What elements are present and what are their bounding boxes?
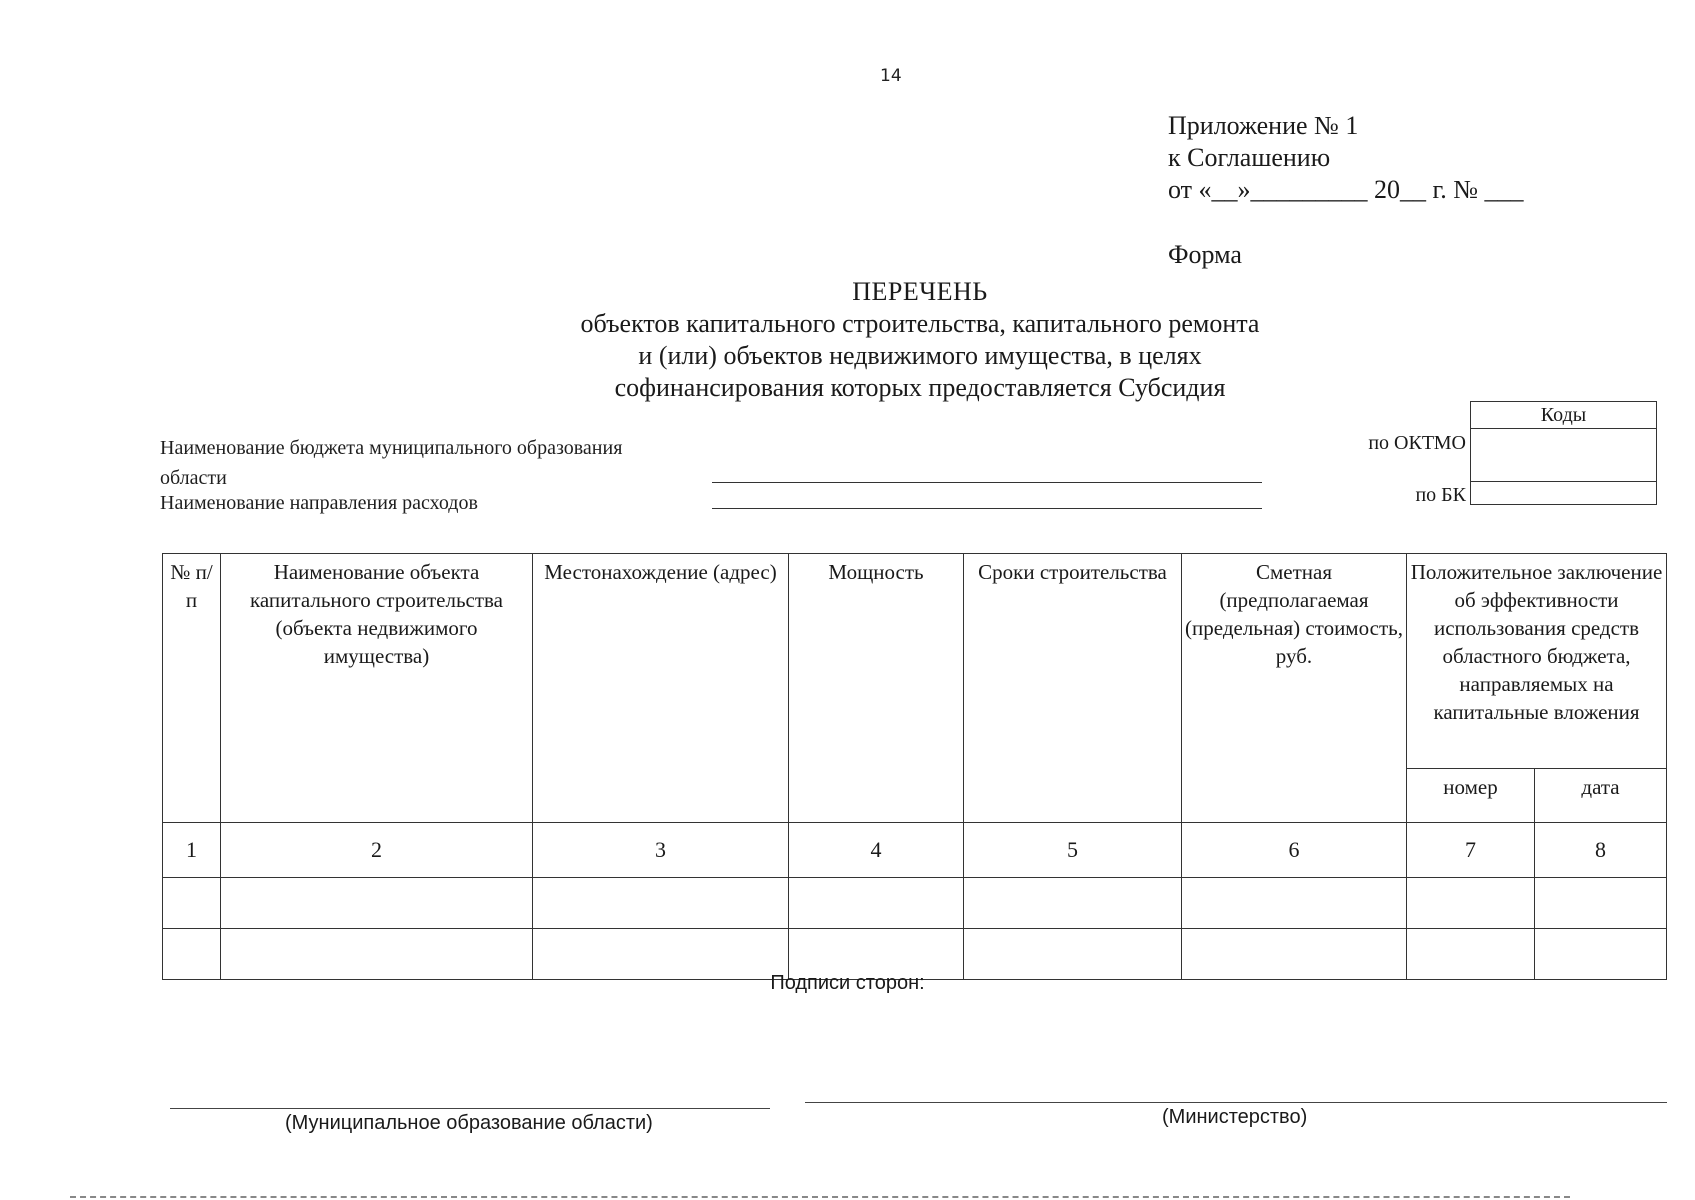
header-construction-period: Сроки строительства <box>964 554 1182 823</box>
form-label: Форма <box>1168 240 1242 269</box>
table-cell[interactable] <box>533 878 789 929</box>
column-number: 3 <box>533 823 789 878</box>
oktmo-label: по ОКТМО <box>1368 432 1466 454</box>
table-cell[interactable] <box>1407 878 1535 929</box>
table-cell[interactable] <box>1535 878 1667 929</box>
table-cell[interactable] <box>163 878 221 929</box>
appendix-line-3: от «__»_________ 20__ г. № ___ <box>1168 175 1524 204</box>
ministry-signature-line[interactable] <box>805 1102 1667 1103</box>
direction-field[interactable] <box>712 508 1262 509</box>
column-numbers-row <box>163 823 1667 878</box>
oktmo-code-field[interactable] <box>1471 429 1656 482</box>
budget-name-label-line2: области <box>160 467 227 489</box>
table-cell[interactable] <box>221 878 533 929</box>
table-header-row <box>163 554 1667 769</box>
bk-label: по БК <box>1415 484 1466 506</box>
budget-name-label-line1: Наименование бюджета муниципального образования <box>160 437 623 459</box>
title-line-3: софинансирования которых предоставляется Субсидия <box>614 373 1226 402</box>
scan-edge-line <box>70 1196 1570 1198</box>
appendix-line-1: Приложение № 1 <box>1168 111 1359 140</box>
header-capacity: Мощность <box>789 554 964 823</box>
header-conclusion-number: номер <box>1407 769 1535 823</box>
signatures-title: Подписи сторон: <box>770 972 925 994</box>
municipality-caption: (Муниципальное образование области) <box>285 1112 653 1134</box>
title-main: ПЕРЕЧЕНЬ <box>852 277 988 306</box>
appendix-line-2: к Соглашению <box>1168 143 1331 172</box>
table-cell[interactable] <box>964 878 1182 929</box>
header-estimated-cost: Сметная (предполагаемая (предельная) стоимость, руб. <box>1182 554 1407 823</box>
header-number: № п/п <box>163 554 221 823</box>
direction-label: Наименование направления расходов <box>160 492 478 514</box>
title-line-1: объектов капитального строительства, капитального ремонта <box>580 309 1260 338</box>
column-number: 6 <box>1182 823 1407 878</box>
table-row <box>163 878 1667 929</box>
municipality-signature-line[interactable] <box>170 1108 770 1109</box>
column-number: 4 <box>789 823 964 878</box>
objects-table <box>162 553 1667 980</box>
budget-name-field[interactable] <box>712 482 1262 483</box>
column-number: 2 <box>221 823 533 878</box>
document-title <box>420 276 1420 404</box>
ministry-caption: (Министерство) <box>1162 1106 1308 1128</box>
appendix-block <box>1168 110 1524 206</box>
column-number: 8 <box>1535 823 1667 878</box>
title-line-2: и (или) объектов недвижимого имущества, в целях <box>638 341 1202 370</box>
header-positive-conclusion: Положительное заключение об эффективности использования средств областного бюджета, направляемых на капитальные вложения <box>1407 554 1667 769</box>
header-conclusion-date: дата <box>1535 769 1667 823</box>
table-cell[interactable] <box>1182 878 1407 929</box>
column-number: 5 <box>964 823 1182 878</box>
table-cell[interactable] <box>789 878 964 929</box>
header-object-name: Наименование объекта капитального строительства (объекта недвижимого имущества) <box>221 554 533 823</box>
column-number: 7 <box>1407 823 1535 878</box>
header-location: Местонахождение (адрес) <box>533 554 789 823</box>
page-number: 14 <box>880 66 902 86</box>
column-number: 1 <box>163 823 221 878</box>
codes-box <box>1470 401 1657 505</box>
bk-code-field[interactable] <box>1471 482 1656 506</box>
codes-header: Коды <box>1471 402 1656 429</box>
